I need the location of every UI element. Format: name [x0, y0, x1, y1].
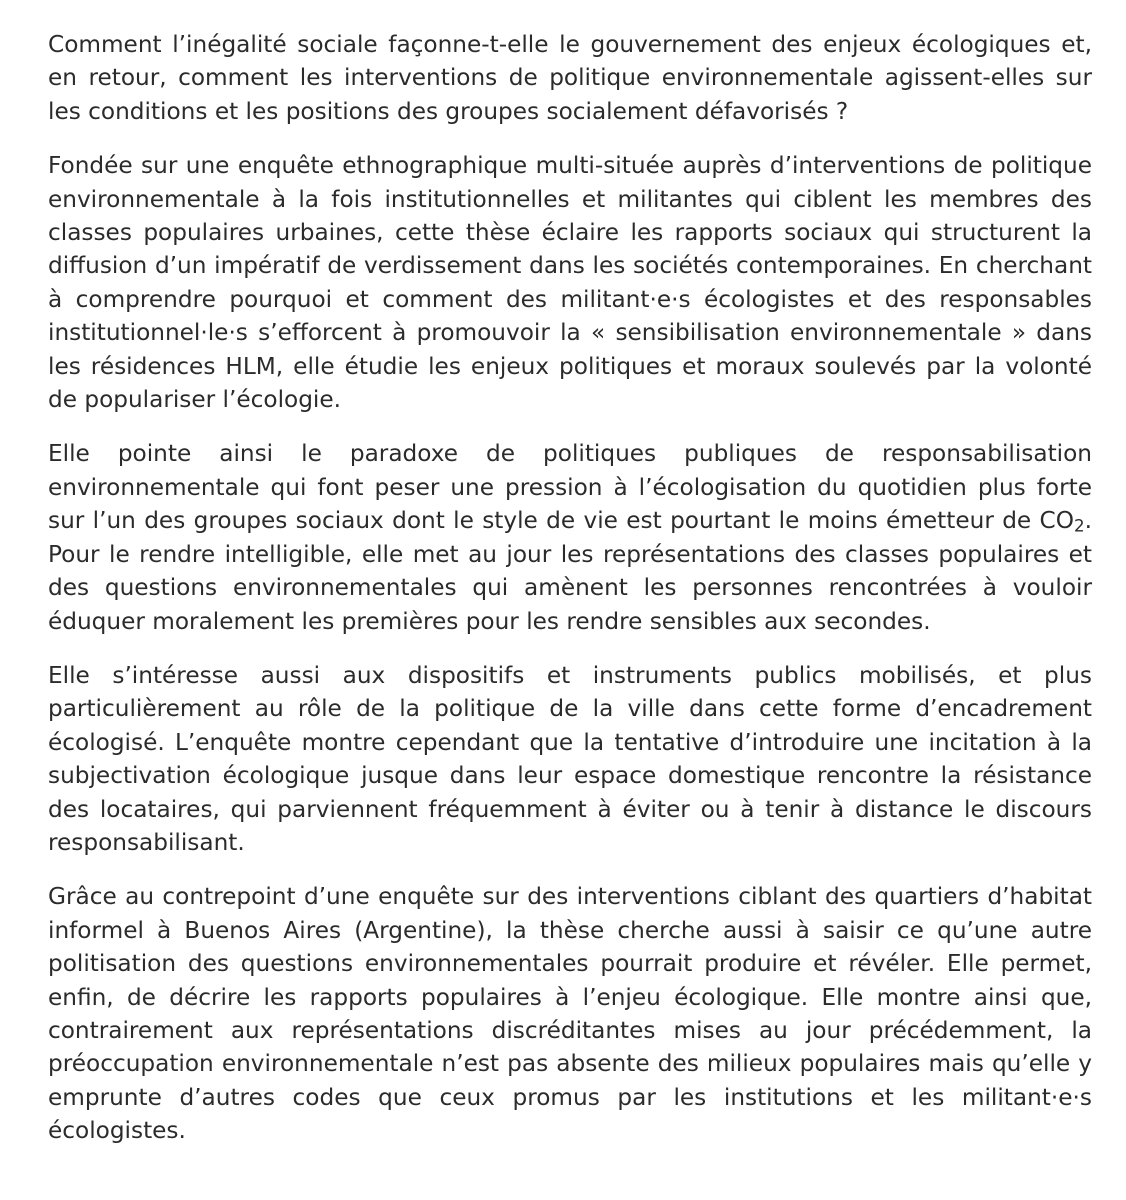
paragraph-public-instruments: Elle s’intéresse aussi aux dispositifs et instruments publics mobilisés, et plus particulièrement au rôle de la politique de la ville dans cette forme d’encadrement écologisé. L’enquête montre cependant que la tentative d’introduire une incitation à la subjectivation écologique jusque dans leur espace domestique rencontre la résistance des locataires, qui parviennent fréquemment à éviter ou à tenir à distance le discours responsabilisant.: [48, 661, 1092, 856]
paradox-text-after: . Pour le rendre intelligible, elle met au jour les représentations des classes populaires et des questions environnementales qui amènent les personnes rencontrées à vouloir éduquer moralement les premières pour les rendre sensibles aux secondes.: [48, 507, 1092, 635]
paragraph-paradox: [48, 437, 1092, 637]
paradox-text-before: Elle pointe ainsi le paradoxe de politiques publiques de responsabilisation environnementale qui font peser une pression à l’écologisation du quotidien plus forte sur l’un des groupes sociaux dont le style de vie est pourtant le moins émetteur de CO: [48, 440, 1092, 535]
paragraph-buenos-aires-counterpoint: Grâce au contrepoint d’une enquête sur des interventions ciblant des quartiers d’habitat informel à Buenos Aires (Argentine), la thèse cherche aussi à saisir ce qu’une autre politisation des questions environnementales pourrait produire et révéler. Elle permet, enfin, de décrire les rapports populaires à l’enjeu écologique. Elle montre ainsi que, contrairement aux représentations discréditantes mises au jour précédemment, la préoccupation environnementale n’est pas absente des milieux populaires mais qu’elle y emprunte d’autres codes que ceux promus par les institutions et les militant·e·s écologistes.: [48, 883, 1092, 1145]
co2-subscript: 2: [1074, 515, 1085, 536]
paragraph-ethnographic-survey: Fondée sur une enquête ethnographique multi-située auprès d’interventions de politique environnementale à la fois institutionnelles et militantes qui ciblent les membres des classes populaires urbaines, cette thèse éclaire les rapports sociaux qui structurent la diffusion d’un impératif de verdissement dans les sociétés contemporaines. En cherchant à comprendre pourquoi et comment des militant·e·s écologistes et des responsables institutionnel·le·s s’efforcent à promouvoir la « sensibilisation environnementale » dans les résidences HLM, elle étudie les enjeux politiques et moraux soulevés par la volonté de populariser l’écologie.: [48, 152, 1092, 414]
paragraph-research-question: Comment l’inégalité sociale façonne-t-elle le gouvernement des enjeux écologiques et, en retour, comment les interventions de politique environnementale agissent-elles sur les conditions et les positions des groupes socialement défavorisés ?: [48, 31, 1092, 125]
